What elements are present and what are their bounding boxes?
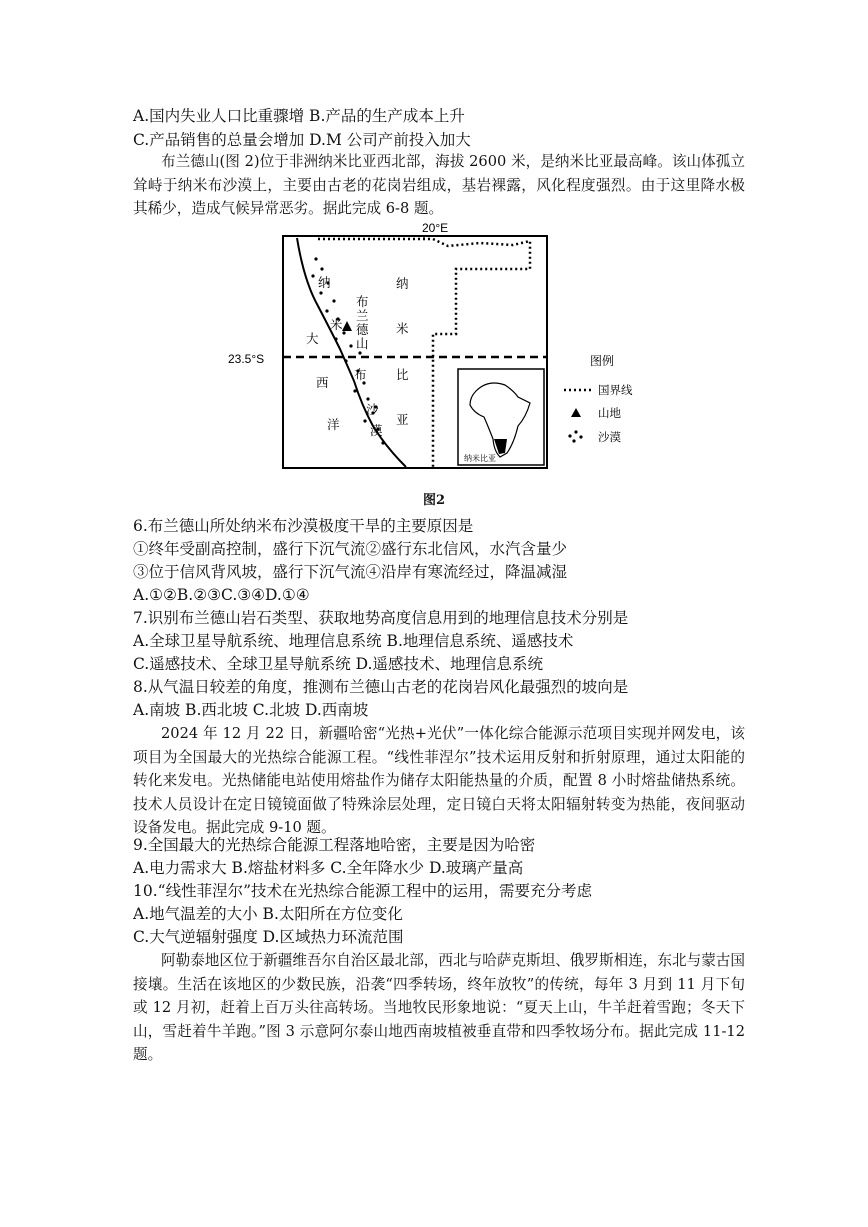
legend-title: 图例 xyxy=(590,354,615,368)
passage-altay: 阿勒泰地区位于新疆维吾尔自治区最北部，西北与哈萨克斯坦、俄罗斯相连，东北与蒙古国接壤。生活在该地区的少数民族，沿袭“四季转场，终年放牧”的传统，每年 3 月到 11 月下旬或 12 月初，赶着上百万头往高转场。当地牧民形象地说：“夏天上山，牛羊赶着雪跑；冬天下山，雪赶着牛羊跑。”图 3 示意阿尔泰山地西南坡植被垂直带和四季牧场分布。据此完成 11-12 题。 xyxy=(133,952,745,1063)
q7-options-c-d: C.遥感技术、全球卫星导航系统 D.遥感技术、地理信息系统 xyxy=(133,655,543,673)
passage-hami: 2024 年 12 月 22 日，新疆哈密“光热+光伏”一体化综合能源示范项目实现并网发电，该项目为全国最大的光热综合能源工程。“线性菲涅尔”技术运用反射和折射原理，通过太阳能的转化来发电。光热储能电站使用熔盐作为储存太阳能热量的介质，配置 8 小时熔盐储热系统。技术人员设计在定日镜镜面做了特殊涂层处理，定日镜白天将太阳辐射转变为热能，夜间驱动设备发电。据此完成 9-10 题。 xyxy=(133,725,745,836)
namibia-label-bi: 比 xyxy=(396,367,409,382)
question-9: 9.全国最大的光热综合能源工程落地哈密，主要是因为哈密 xyxy=(133,836,536,854)
inset-africa-map xyxy=(458,369,544,465)
desert-label-sha: 沙 xyxy=(366,402,379,417)
longitude-label: 20°E xyxy=(422,221,449,235)
desert-label-mi: 米 xyxy=(330,317,343,332)
q10-options-a-b: A.地气温差的大小 B.太阳所在方位变化 xyxy=(133,905,403,923)
option-line-c-d: C.产品销售的总量会增加 D.M 公司产前投入加大 xyxy=(133,131,471,149)
figure-caption: 图2 xyxy=(422,493,446,508)
ocean-label-xi: 西 xyxy=(316,375,329,390)
legend-mountain-label: 山地 xyxy=(598,406,621,420)
namibia-label-mi: 米 xyxy=(396,321,409,336)
q6-statements-1-2: ①终年受副高控制，盛行下沉气流②盛行东北信风，水汽含量少 xyxy=(133,540,568,558)
desert-label-mo: 漠 xyxy=(370,423,383,438)
ocean-label-yang: 洋 xyxy=(327,417,340,432)
desert-label-bu: 布 xyxy=(354,367,367,382)
inset-label: 纳米比亚 xyxy=(464,454,496,463)
mountain-label-bu: 布 xyxy=(356,294,369,309)
ocean-label-da: 大 xyxy=(306,331,319,346)
namibia-label-na: 纳 xyxy=(396,276,409,291)
legend-border-label: 国界线 xyxy=(598,383,633,397)
option-line-a-b: A.国内失业人口比重骤增 B.产品的生产成本上升 xyxy=(133,107,465,125)
q10-options-c-d: C.大气逆辐射强度 D.区域热力环流范围 xyxy=(133,928,404,946)
namibia-map xyxy=(218,221,638,483)
q6-statements-3-4: ③位于信风背风坡，盛行下沉气流④沿岸有寒流经过，降温减湿 xyxy=(133,563,568,581)
question-10: 10.“线性菲涅尔”技术在光热综合能源工程中的运用，需要充分考虑 xyxy=(133,882,593,900)
mountain-icon xyxy=(342,321,352,331)
namibia-label-ya: 亚 xyxy=(396,412,409,427)
q8-options: A.南坡 B.西北坡 C.北坡 D.西南坡 xyxy=(133,701,369,719)
mountain-label-shan: 山 xyxy=(356,336,369,351)
q7-options-a-b: A.全球卫星导航系统、地理信息系统 B.地理信息系统、遥感技术 xyxy=(133,632,574,650)
mountain-label-de: 德 xyxy=(356,322,369,337)
legend-desert-icon xyxy=(568,430,582,442)
latitude-label: 23.5°S xyxy=(228,352,265,366)
question-6: 6.布兰德山所处纳米布沙漠极度干旱的主要原因是 xyxy=(133,517,474,535)
mountain-label-lan: 兰 xyxy=(356,308,369,323)
q6-options: A.①②B.②③C.③④D.①④ xyxy=(133,586,310,604)
question-7: 7.识别布兰德山岩石类型、获取地势高度信息用到的地理信息技术分别是 xyxy=(133,609,629,627)
question-8: 8.从气温日较差的角度，推测布兰德山古老的花岗岩风化最强烈的坡向是 xyxy=(133,678,629,696)
passage-brandberg: 布兰德山(图 2)位于非洲纳米比亚西北部，海拔 2600 米，是纳米比亚最高峰。该山体孤立耸峙于纳米布沙漠上，主要由古老的花岗岩组成，基岩裸露，风化程度强烈。由于这里降水极其稀少，造成气候异常恶劣。据此完成 6-8 题。 xyxy=(133,153,745,217)
desert-label-na: 纳 xyxy=(318,275,331,290)
q9-options: A.电力需求大 B.熔盐材料多 C.全年降水少 D.玻璃产量高 xyxy=(133,859,524,877)
legend-desert-label: 沙漠 xyxy=(598,430,621,444)
legend-mountain-icon xyxy=(571,408,581,417)
